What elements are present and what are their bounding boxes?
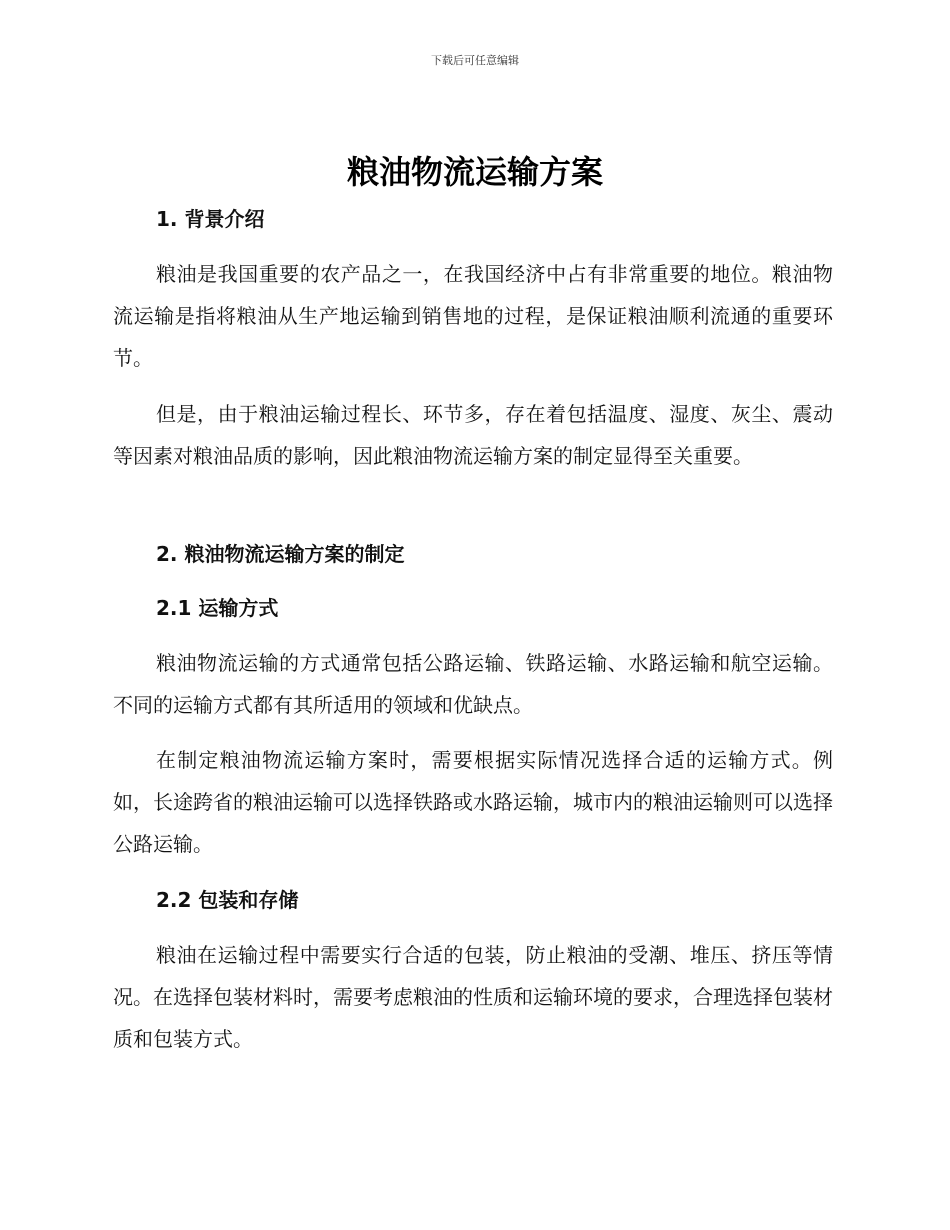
section-2-2-paragraph-1: 粮油在运输过程中需要实行合适的包装，防止粮油的受潮、堆压、挤压等情况。在选择包装材料时，需要考虑粮油的性质和运输环境的要求，合理选择包装材质和包装方式。 (113, 943, 833, 1051)
section-1-paragraph-1: 粮油是我国重要的农产品之一，在我国经济中占有非常重要的地位。粮油物流运输是指将粮油从生产地运输到销售地的过程，是保证粮油顺利流通的重要环节。 (113, 262, 833, 370)
section-2-1-paragraph-1: 粮油物流运输的方式通常包括公路运输、铁路运输、水路运输和航空运输。不同的运输方式都有其所适用的领域和优缺点。 (113, 651, 833, 717)
document-title: 粮油物流运输方案 (346, 153, 603, 191)
page-header-note: 下载后可任意编辑 (431, 54, 519, 67)
section-1-paragraph-2: 但是，由于粮油运输过程长、环节多，存在着包括温度、湿度、灰尘、震动等因素对粮油品质的影响，因此粮油物流运输方案的制定显得至关重要。 (113, 402, 833, 468)
section-2-1-heading: 2.1 运输方式 (156, 596, 279, 620)
section-2-heading: 2. 粮油物流运输方案的制定 (156, 542, 405, 566)
section-2-2-heading: 2.2 包装和存储 (156, 888, 299, 912)
section-1-heading: 1. 背景介绍 (156, 207, 265, 231)
section-2-1-paragraph-2: 在制定粮油物流运输方案时，需要根据实际情况选择合适的运输方式。例如，长途跨省的粮油运输可以选择铁路或水路运输，城市内的粮油运输则可以选择公路运输。 (113, 748, 833, 856)
